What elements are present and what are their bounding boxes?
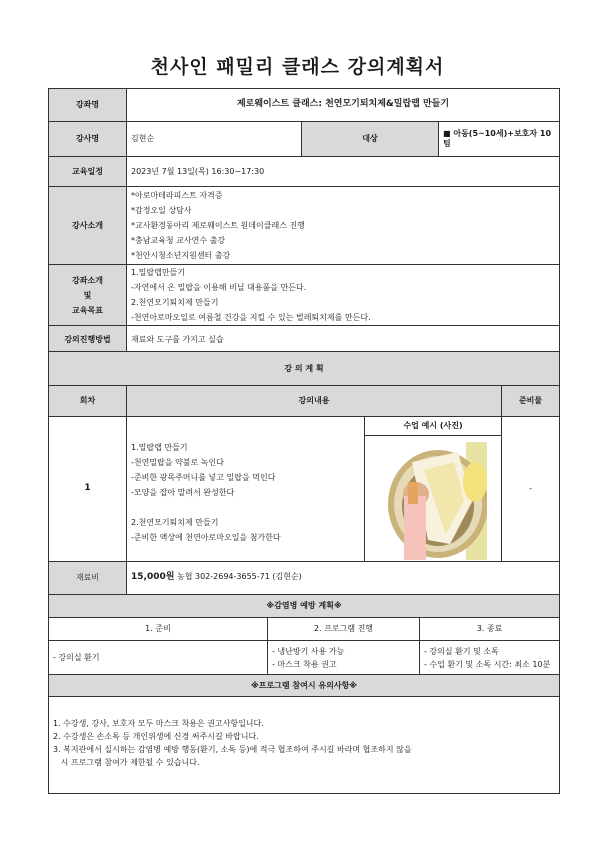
list-item: - 강의실 환기 [53,653,100,662]
session-number: 1 [49,417,127,562]
prep-header: 준비물 [502,386,560,417]
intro-label: 강사소개 [49,187,127,265]
method-value: 재료와 도구를 가지고 실습 [127,326,560,354]
list-item: - 수업 환기 및 소독 시간: 최소 10분 [424,659,551,669]
material-fee-value [127,562,560,595]
list-item: - 마스크 착용 권고 [272,659,337,669]
target-label: 대상 [302,122,439,157]
list-item: -천연아로마오일로 여름철 건강을 지킬 수 있는 벌레퇴치제를 만든다. [131,313,371,322]
list-item: 2.천연모기퇴치제 만들기 [131,298,219,307]
fee-account: 농협 302-2694-3655-71 (김현순) [176,572,302,582]
photo-caption: 수업 예시 (사진) [365,417,501,436]
course-goal-list [127,265,560,326]
list-item: *아로마테라피스트 자격증 [131,191,223,200]
course-name-value: 제로웨이스트 클래스: 천연모기퇴치제&밀랍랩 만들기 [127,89,560,122]
course-info-table [48,88,560,354]
list-item: 3. 복지관에서 실시하는 감염병 예방 행동(환기, 소독 등)에 적극 협조하여 주시길 바라며 협조하지 않을 [53,745,412,754]
covid-plan-header: ※감염병 예방 계획※ [49,595,560,618]
course-name-label: 강좌명 [49,89,127,122]
list-item: -모양을 잡아 말려서 완성한다 [131,487,235,497]
course-goal-label: 강좌소개 및 교육목표 [49,265,127,326]
schedule-value: 2023년 7월 13일(목) 16:30~17:30 [127,157,560,187]
covid-progress-list [268,641,420,675]
covid-end-list [420,641,560,675]
list-item: *충남교육청 교사연수 출강 [131,236,226,245]
fee-amount: 15,000원 [131,572,175,583]
class-example-photo [380,442,487,560]
list-item: *감정오일 상담사 [131,206,192,215]
notice-header: ※프로그램 참여시 유의사항※ [49,675,560,697]
covid-col-header-prepare: 1. 준비 [49,618,268,641]
schedule-label: 교육일정 [49,157,127,187]
instructor-value: 김현순 [127,122,302,157]
prep-value: - [502,417,560,562]
list-item: *교사환경동아리 제로웨이스트 원데이클래스 진행 [131,221,305,230]
plan-header: 강 의 계 획 [49,352,560,386]
list-item: 1. 수강생, 강사, 보호자 모두 마스크 착용은 권고사항입니다. [53,719,264,728]
session-header: 회차 [49,386,127,417]
list-item: -천연밀랍을 약불로 녹인다 [131,457,224,467]
covid-col-header-progress: 2. 프로그램 진행 [268,618,420,641]
list-item: -준비한 액상에 천연아로마오일을 첨가한다 [131,532,281,542]
list-item: -자연에서 온 밀랍을 이용해 비닐 대용품을 만든다. [131,283,307,292]
list-item: - 강의실 환기 및 소독 [424,646,499,656]
covid-prepare-list [49,641,268,675]
lecture-content [127,417,365,562]
notice-list [49,697,560,794]
list-item: -준비한 광목주머니를 넣고 밀랍을 먹인다 [131,472,276,482]
list-item: 1.밀랍랩 만들기 [131,442,188,452]
list-item: 1.밀랍랩만들기 [131,268,186,277]
content-header: 강의내용 [127,386,502,417]
list-item: 2. 수강생은 손소독 등 개인위생에 신경 써주시길 바랍니다. [53,732,259,741]
document-title: 천사인 패밀리 클래스 강의계획서 [150,56,445,78]
covid-col-header-end: 3. 종료 [420,618,560,641]
instructor-intro-list [127,187,560,265]
list-item: 2.천연모기퇴치제 만들기 [131,517,219,527]
instructor-label: 강사명 [49,122,127,157]
list-item [131,500,360,515]
material-fee-label: 재료비 [49,562,127,595]
list-item: 시 프로그램 참여가 제한될 수 있습니다. [53,758,200,767]
method-label: 강의진행방법 [49,326,127,354]
lecture-plan-table [48,351,560,794]
list-item: - 냉난방기 사용 가능 [272,646,345,656]
list-item: *천안시청소년지원센터 출강 [131,251,231,260]
target-value: ■ 아동(5~10세)+보호자 10팀 [439,122,560,157]
photo-cell [365,417,502,562]
